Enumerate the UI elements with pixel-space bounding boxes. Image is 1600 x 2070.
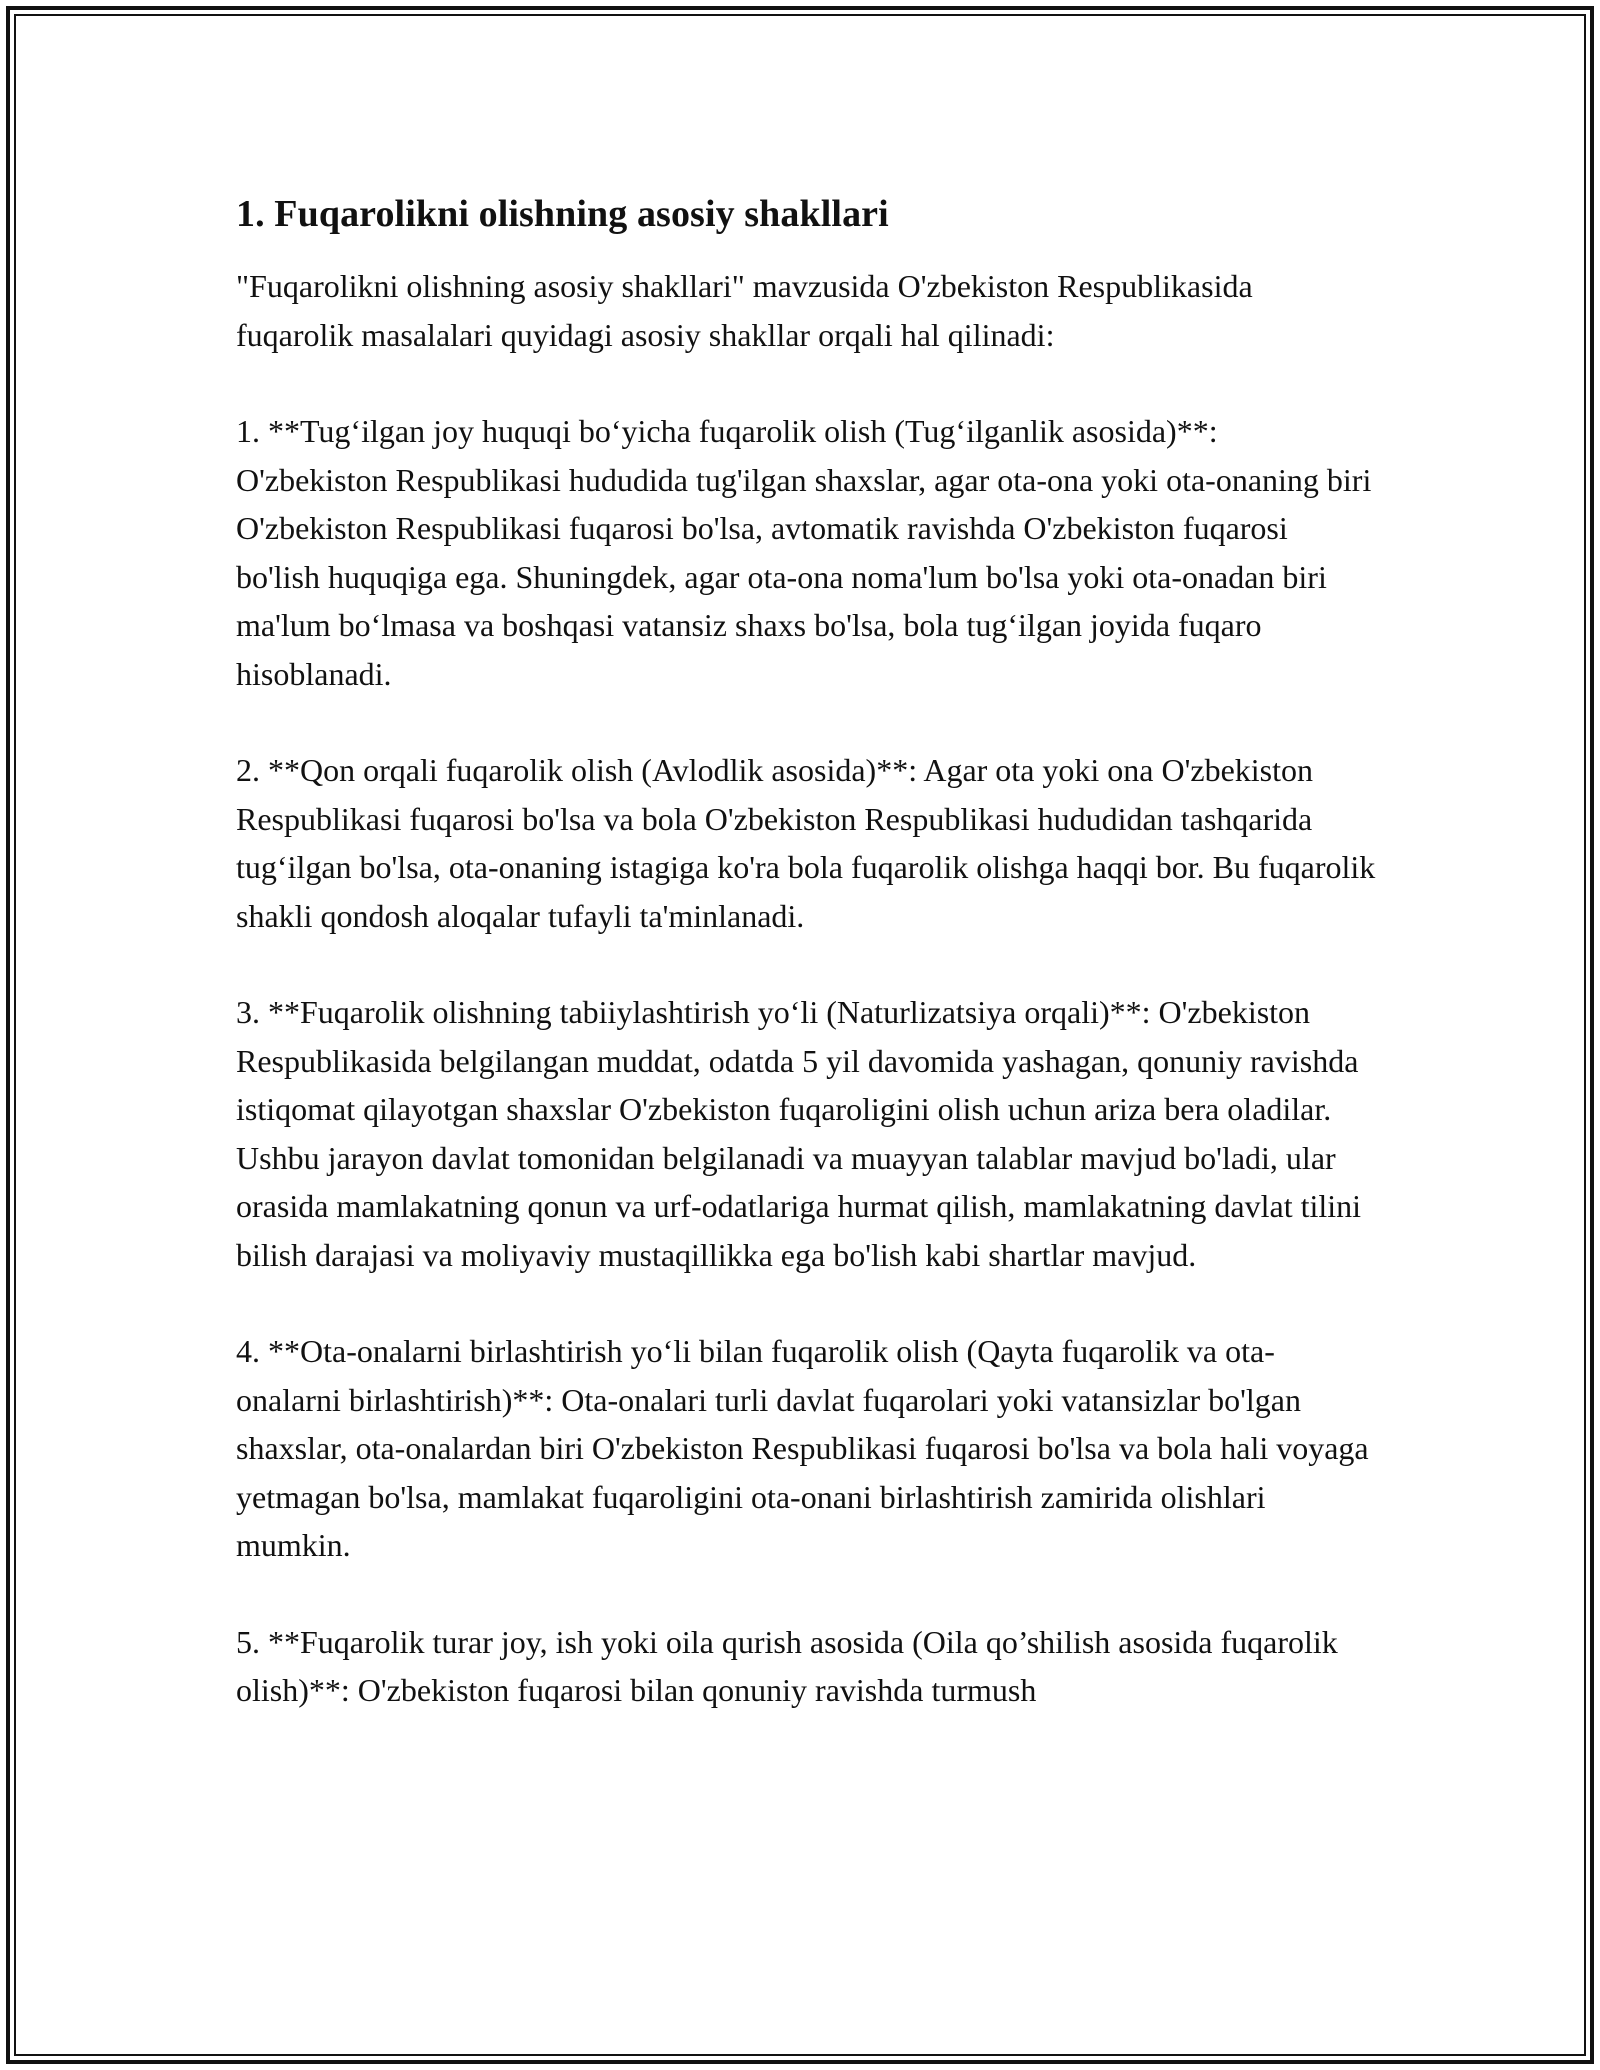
- document-body: [236, 186, 1376, 1715]
- document-title: 1. Fuqarolikni olishning asosiy shakllari: [236, 193, 889, 235]
- list-item-3: 3. **Fuqarolik olishning tabiiylashtirish yo‘li (Naturlizatsiya orqali)**: O'zbekiston Respublikasida belgilangan muddat, odatda 5 yil davomida yashagan, qonuniy ravishda istiqomat qilayotgan shaxslar O'zbekiston fuqaroligini olish uchun ariza bera oladilar. Ushbu jarayon davlat tomonidan belgilanadi va muayyan talablar mavjud bo'ladi, ular orasida mamlakatning qonun va urf-odatlariga hurmat qilish, mamlakatning davlat tilini bilish darajasi va moliyaviy mustaqillikka ega bo'lish kabi shartlar mavjud.: [236, 994, 1362, 1273]
- list-item-4: 4. **Ota-onalarni birlashtirish yo‘li bilan fuqarolik olish (Qayta fuqarolik va ota-onalarni birlashtirish)**: Ota-onalari turli davlat fuqarolari yoki vatansizlar bo'lgan shaxslar, ota-onalardan biri O'zbekiston Respublikasi fuqarosi bo'lsa va bola hali voyaga yetmagan bo'lsa, mamlakat fuqaroligini ota-onani birlashtirish zamirida olishlari mumkin.: [236, 1333, 1369, 1563]
- list-item-2: 2. **Qon orqali fuqarolik olish (Avlodlik asosida)**: Agar ota yoki ona O'zbekiston Respublikasi fuqarosi bo'lsa va bola O'zbekiston Respublikasi hududidan tashqarida tug‘ilgan bo'lsa, ota-onaning istagiga ko'ra bola fuqarolik olishga haqqi bor. Bu fuqarolik shakli qondosh aloqalar tufayli ta'minlanadi.: [236, 752, 1376, 934]
- list-item-1: 1. **Tug‘ilgan joy huquqi bo‘yicha fuqarolik olish (Tug‘ilganlik asosida)**: O'zbekiston Respublikasi hududida tug'ilgan shaxslar, agar ota-ona yoki ota-onaning biri O'zbekiston Respublikasi fuqarosi bo'lsa, avtomatik ravishda O'zbekiston fuqarosi bo'lish huquqiga ega. Shuningdek, agar ota-ona noma'lum bo'lsa yoki ota-onadan biri ma'lum bo‘lmasa va boshqasi vatansiz shaxs bo'lsa, bola tug‘ilgan joyida fuqaro hisoblanadi.: [236, 413, 1372, 692]
- list-item-5: 5. **Fuqarolik turar joy, ish yoki oila qurish asosida (Oila qo’shilish asosida fuqarolik olish)**: O'zbekiston fuqarosi bilan qonuniy ravishda turmush: [236, 1623, 1338, 1708]
- intro-paragraph: "Fuqarolikni olishning asosiy shakllari" mavzusida O'zbekiston Respublikasida fuqarolik masalalari quyidagi asosiy shakllar orqali hal qilinadi:: [236, 268, 1253, 353]
